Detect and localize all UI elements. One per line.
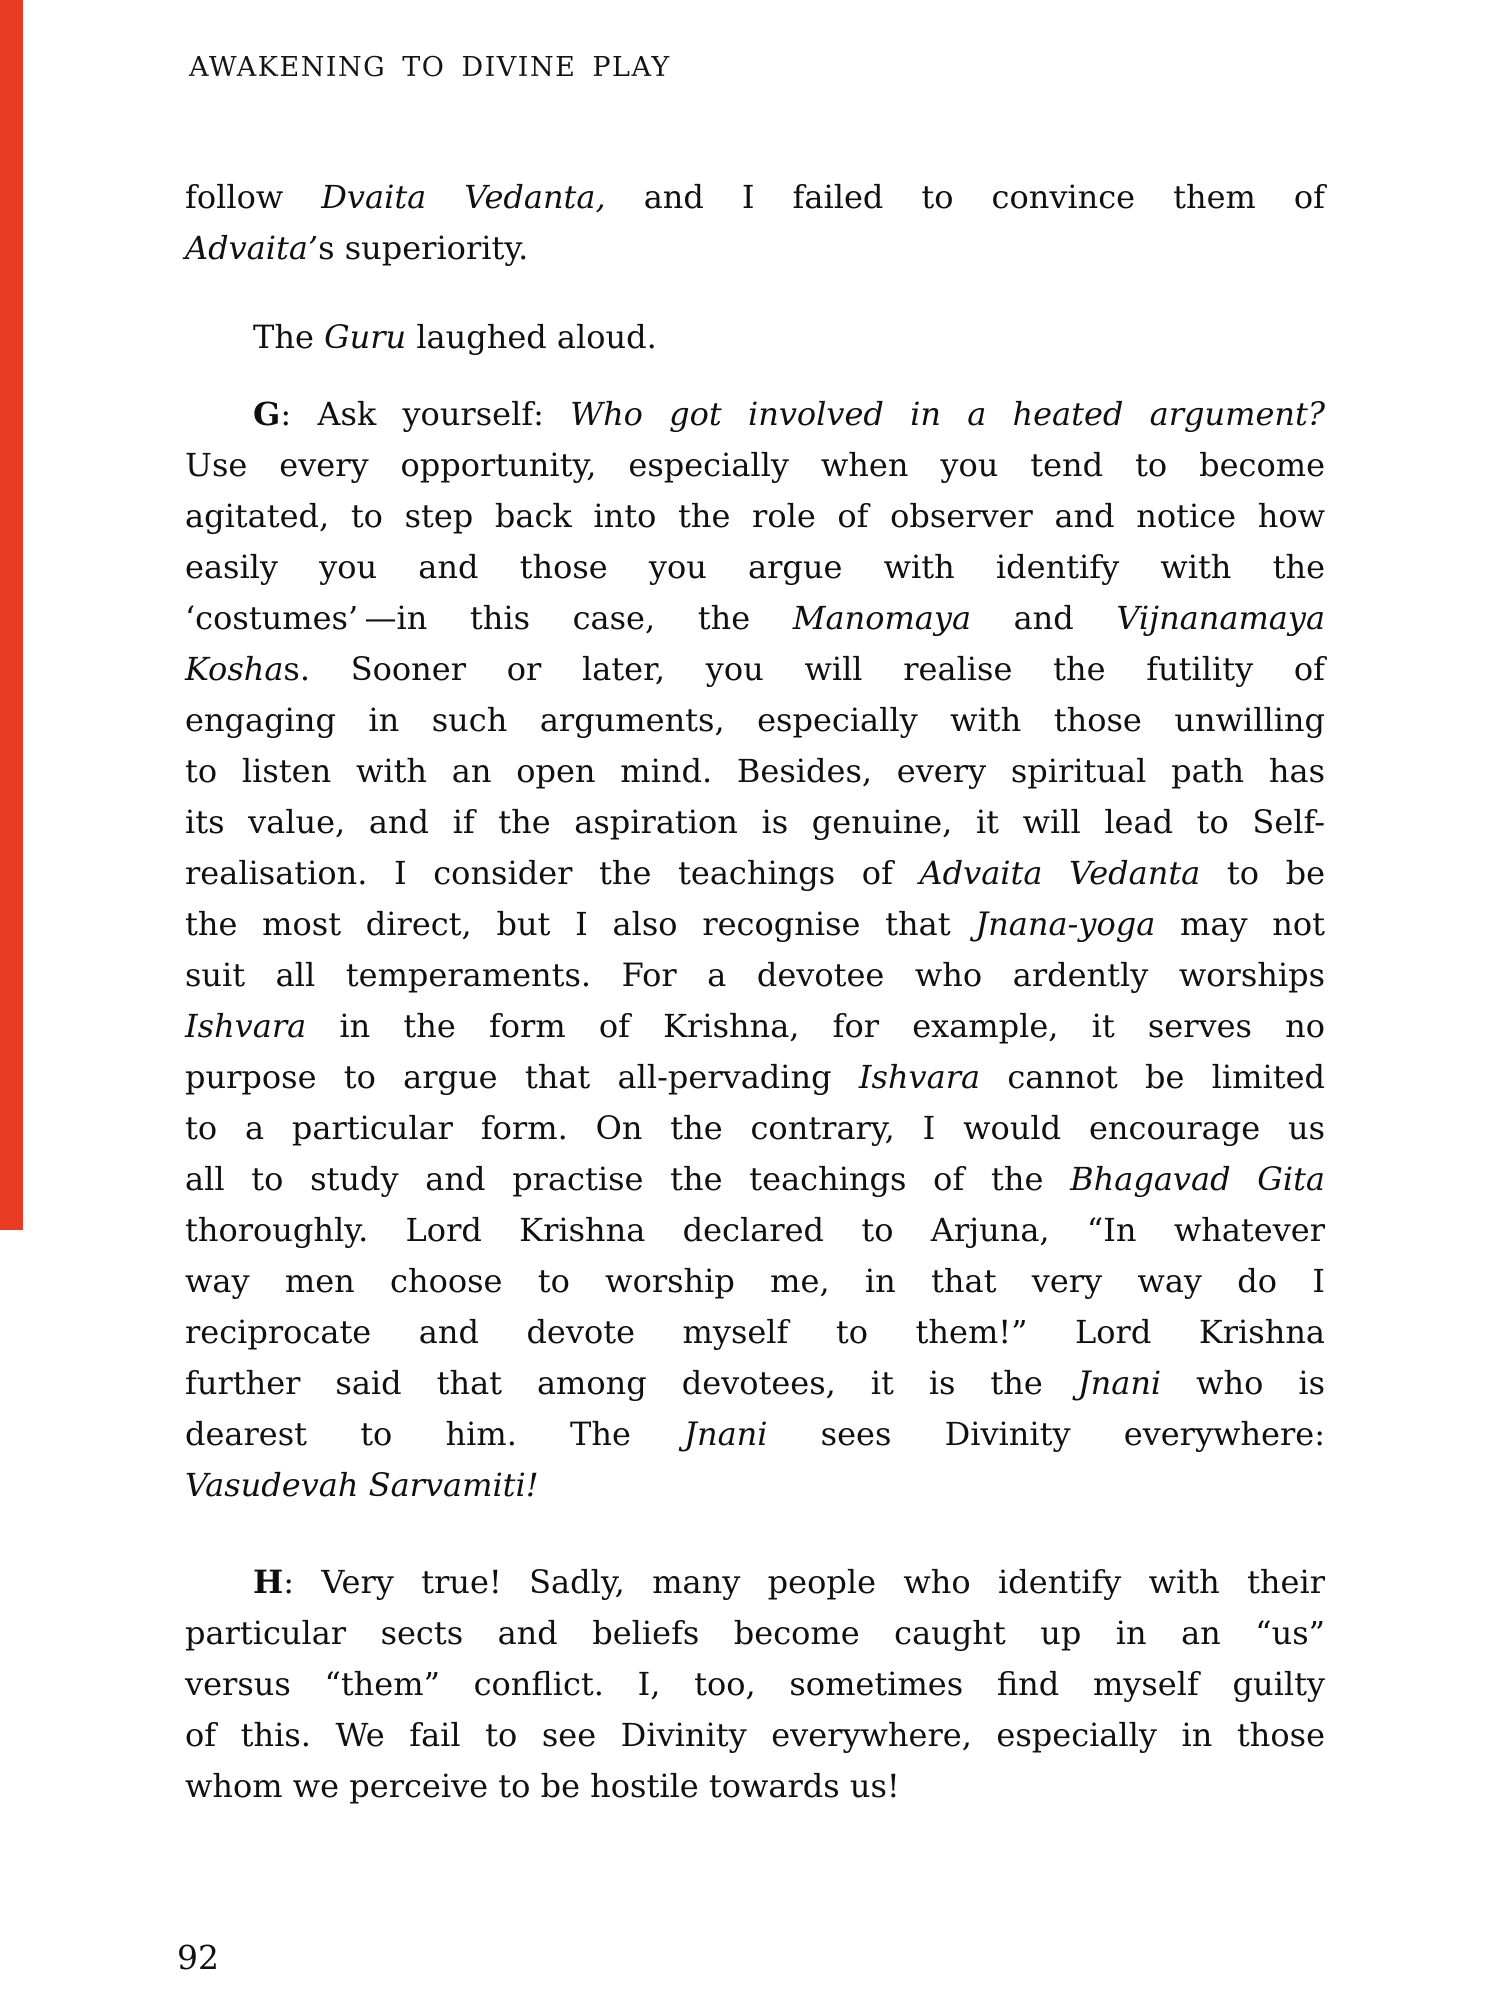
text-segment: sees Divinity everywhere: bbox=[767, 1415, 1326, 1453]
text-segment: whom we perceive to be hostile towards us! bbox=[185, 1767, 900, 1805]
text-segment: of this. We fail to see Divinity everywhere, especially in those bbox=[185, 1716, 1325, 1754]
paragraph bbox=[185, 389, 1325, 1511]
text-segment: its value, and if the aspiration is genuine, it will lead to Self- bbox=[185, 803, 1325, 841]
text-segment: s. Sooner or later, you will realise the futility of bbox=[283, 650, 1325, 688]
text-line bbox=[185, 1557, 1325, 1608]
italic-term: Guru bbox=[324, 318, 407, 356]
text-segment: easily you and those you argue with identify with the bbox=[185, 548, 1325, 586]
paragraph bbox=[185, 312, 1325, 363]
italic-term: Bhagavad Gita bbox=[1070, 1160, 1326, 1198]
text-line bbox=[185, 746, 1325, 797]
text-segment: particular sects and beliefs become caught up in an “us” bbox=[185, 1614, 1325, 1652]
text-segment: cannot be limited bbox=[980, 1058, 1326, 1096]
text-segment: realisation. I consider the teachings of bbox=[185, 854, 920, 892]
text-line bbox=[185, 1409, 1325, 1460]
text-segment: purpose to argue that all-pervading bbox=[185, 1058, 859, 1096]
text-segment: reciprocate and devote myself to them!” Lord Krishna bbox=[185, 1313, 1325, 1351]
text-segment: to a particular form. On the contrary, I would encourage us bbox=[185, 1109, 1325, 1147]
text-line bbox=[185, 1358, 1325, 1409]
text-line bbox=[185, 1761, 1325, 1812]
text-segment: further said that among devotees, it is the bbox=[185, 1364, 1078, 1402]
text-line bbox=[185, 312, 1325, 363]
text-segment: and I failed to convince them of bbox=[605, 178, 1326, 216]
text-segment: s superiority. bbox=[318, 229, 529, 267]
text-segment: dearest to him. The bbox=[185, 1415, 685, 1453]
italic-term: Manomaya bbox=[792, 599, 972, 637]
text-segment: Use every opportunity, especially when you tend to become bbox=[185, 446, 1325, 484]
text-line bbox=[185, 644, 1325, 695]
text-segment: thoroughly. Lord Krishna declared to Arjuna, “In whatever bbox=[185, 1211, 1325, 1249]
italic-term: Dvaita Vedanta, bbox=[321, 178, 606, 216]
text-line bbox=[185, 1659, 1325, 1710]
running-header: AWAKENING TO DIVINE PLAY bbox=[189, 52, 671, 83]
page-number: 92 bbox=[177, 1938, 219, 1977]
italic-term: Ishvara bbox=[858, 1058, 981, 1096]
italic-term: Kosha bbox=[185, 650, 284, 688]
italic-term: Advaita Vedanta bbox=[919, 854, 1201, 892]
text-segment: H bbox=[253, 1563, 284, 1601]
text-segment: agitated, to step back into the role of observer and notice how bbox=[185, 497, 1325, 535]
italic-term: Jnani bbox=[1077, 1364, 1162, 1402]
text-segment: ‘costumes’ —in this case, the bbox=[185, 599, 793, 637]
text-segment: The bbox=[253, 318, 325, 356]
text-line bbox=[185, 593, 1325, 644]
text-line bbox=[185, 1052, 1325, 1103]
text-segment: follow bbox=[185, 178, 322, 216]
text-segment: G bbox=[253, 395, 281, 433]
text-line bbox=[185, 440, 1325, 491]
text-segment: to listen with an open mind. Besides, every spiritual path has bbox=[185, 752, 1325, 790]
text-line bbox=[185, 1307, 1325, 1358]
text-segment: engaging in such arguments, especially with those unwilling bbox=[185, 701, 1325, 739]
text-segment: versus “them” conflict. I, too, sometimes find myself guilty bbox=[185, 1665, 1325, 1703]
text-line bbox=[185, 1103, 1325, 1154]
text-line bbox=[185, 389, 1325, 440]
text-line bbox=[185, 1608, 1325, 1659]
text-line bbox=[185, 899, 1325, 950]
text-segment: way men choose to worship me, in that very way do I bbox=[185, 1262, 1325, 1300]
text-segment: : Ask yourself: bbox=[280, 395, 571, 433]
text-line bbox=[185, 1154, 1325, 1205]
text-segment: who is bbox=[1161, 1364, 1325, 1402]
text-line bbox=[185, 695, 1325, 746]
text-segment: laughed aloud. bbox=[406, 318, 657, 356]
italic-term: Who got involved in a heated argument? bbox=[570, 395, 1326, 433]
text-line bbox=[185, 1001, 1325, 1052]
italic-term: Ishvara bbox=[185, 1007, 307, 1045]
text-line bbox=[185, 491, 1325, 542]
text-segment: to be bbox=[1200, 854, 1326, 892]
italic-term: Vasudevah Sarvamiti! bbox=[185, 1466, 539, 1504]
italic-term: Jnani bbox=[684, 1415, 768, 1453]
text-line bbox=[185, 848, 1325, 899]
text-line bbox=[185, 542, 1325, 593]
paragraph bbox=[185, 172, 1325, 274]
text-segment: and bbox=[971, 599, 1117, 637]
text-line bbox=[185, 950, 1325, 1001]
text-segment: the most direct, but I also recognise that bbox=[185, 905, 976, 943]
text-segment: all to study and practise the teachings of the bbox=[185, 1160, 1071, 1198]
text-line bbox=[185, 1205, 1325, 1256]
text-line bbox=[185, 1460, 1325, 1511]
text-segment: may not bbox=[1155, 905, 1326, 943]
italic-term: Jnana-yoga bbox=[975, 905, 1156, 943]
italic-term: Advaita’ bbox=[185, 229, 319, 267]
paragraph bbox=[185, 1557, 1325, 1812]
text-line bbox=[185, 797, 1325, 848]
text-segment: : Very true! Sadly, many people who identify with their bbox=[283, 1563, 1325, 1601]
red-bookmark-ribbon bbox=[0, 0, 23, 1230]
text-block bbox=[185, 172, 1325, 1812]
italic-term: Vijnanamaya bbox=[1116, 599, 1326, 637]
text-line bbox=[185, 223, 1325, 274]
text-segment: in the form of Krishna, for example, it serves no bbox=[306, 1007, 1325, 1045]
text-line bbox=[185, 172, 1325, 223]
text-segment: suit all temperaments. For a devotee who ardently worships bbox=[185, 956, 1325, 994]
text-line bbox=[185, 1710, 1325, 1761]
text-line bbox=[185, 1256, 1325, 1307]
